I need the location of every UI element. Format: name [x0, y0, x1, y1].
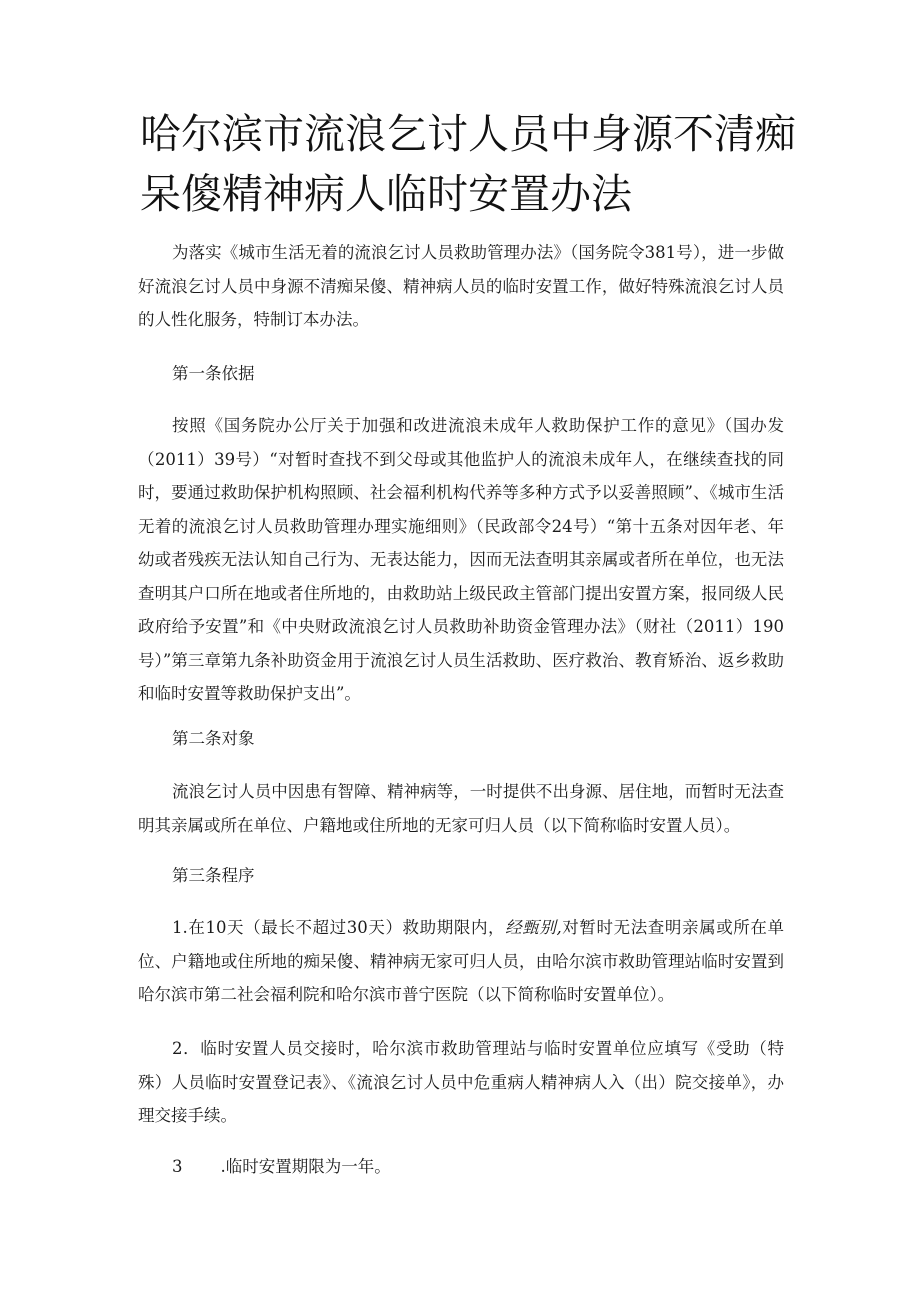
item1-text-after: 对暂时无法查明亲属或所在单位、户籍地或住所地的痴呆傻、精神病无家可归人员，由哈尔滨市救助管理站临时安置到哈尔滨市第二社会福利院和哈尔滨市普宁医院（以下简称临时安置单位）。	[138, 918, 785, 1004]
item3-number: 3	[172, 1157, 183, 1176]
article1-heading: 第一条依据	[172, 364, 255, 383]
article3-item1	[138, 911, 784, 1012]
item3-text: .临时安置期限为一年。	[220, 1157, 391, 1176]
document-title: 哈尔滨市流浪乞讨人员中身源不清痴呆傻精神病人临时安置办法	[140, 110, 796, 218]
article2-body: 流浪乞讨人员中因患有智障、精神病等，一时提供不出身源、居住地，而暂时无法查明其亲属或所在单位、户籍地或住所地的无家可归人员（以下简称临时安置人员）。	[138, 782, 784, 835]
article1-body: 按照《国务院办公厅关于加强和改进流浪未成年人救助保护工作的意见》（国办发（2011）39号）“对暂时查找不到父母或其他监护人的流浪未成年人，在继续查找的同时，要通过救助保护机构照顾、社会福利机构代养等多种方式予以妥善照顾”、《城市生活无着的流浪乞讨人员救助管理办理实施细则》（民政部令24号）“第十五条对因年老、年幼或者残疾无法认知自己行为、无表达能力，因而无法查明其亲属或者所在单位，也无法查明其户口所在地或者住所地的，由救助站上级民政主管部门提出安置方案，报同级人民政府给予安置”和《中央财政流浪乞讨人员救助补助资金管理办法》（财社（2011）190号）”第三章第九条补助资金用于流浪乞讨人员生活救助、医疗救治、教育矫治、返乡救助和临时安置等救助保护支出”。	[138, 416, 784, 703]
intro-paragraph: 为落实《城市生活无着的流浪乞讨人员救助管理办法》（国务院令381号），进一步做好流浪乞讨人员中身源不清痴呆傻、精神病人员的临时安置工作，做好特殊流浪乞讨人员的人性化服务，特制订本办法。	[138, 243, 784, 329]
item1-text-before: 1.在10天（最长不超过30天）救助期限内，	[172, 918, 506, 937]
article3-heading: 第三条程序	[172, 866, 255, 885]
article2-heading: 第二条对象	[172, 729, 255, 748]
article3-item2: 2．临时安置人员交接时，哈尔滨市救助管理站与临时安置单位应填写《受助（特殊）人员临时安置登记表》、《流浪乞讨人员中危重病人精神病人入（出）院交接单》，办理交接手续。	[138, 1039, 784, 1125]
article3-item3	[138, 1150, 784, 1184]
item1-emphasis: 经甄别,	[505, 918, 562, 937]
